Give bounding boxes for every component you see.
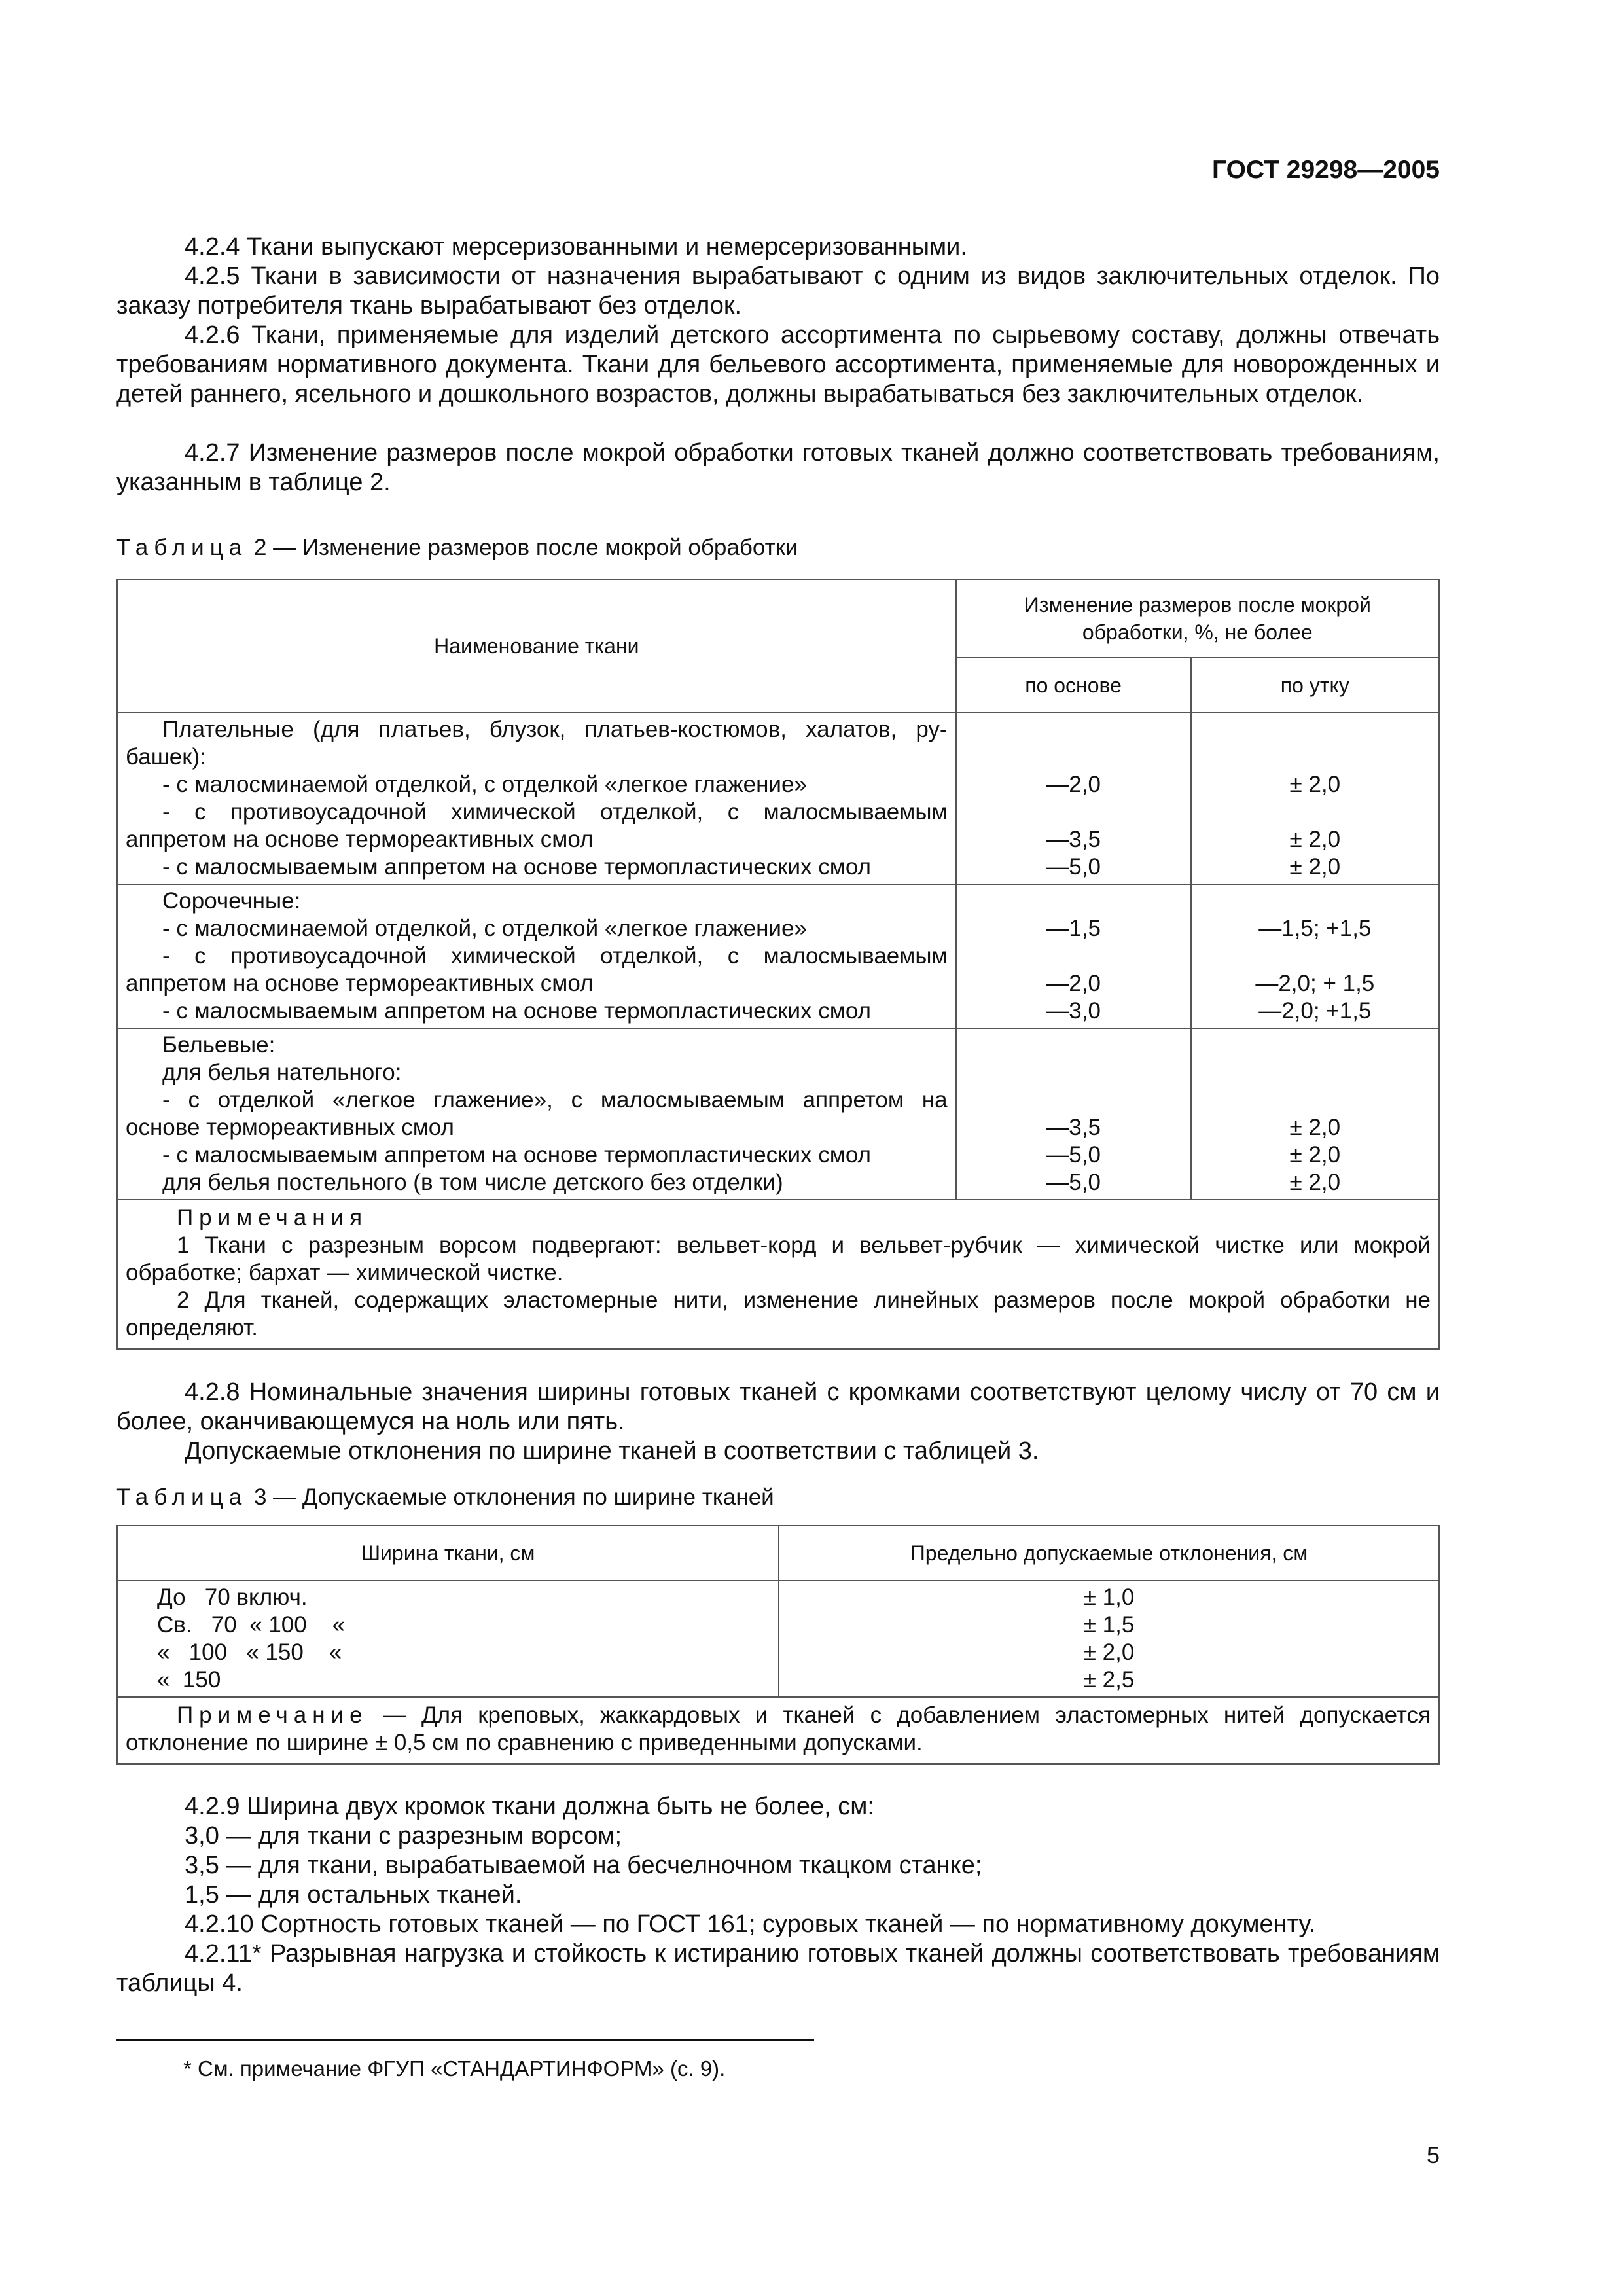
table2-row-weft xyxy=(1200,942,1431,970)
table2-group-names xyxy=(117,884,956,1028)
table2-row-weft: ± 2,0 xyxy=(1289,772,1341,797)
table2-header-change: Изменение размеров после мокрой обработки, %, не более xyxy=(956,579,1439,658)
table2-caption-rest: 2 — Изменение размеров после мокрой обработки xyxy=(247,535,798,560)
table2-row-weft: ± 2,0 xyxy=(1289,827,1341,852)
table3-deviations xyxy=(779,1581,1439,1697)
paragraph-4-2-8: 4.2.8 Номинальные значения ширины готовых тканей с кромками соответствуют целому числу от 70 см и более, оканчивающемуся на ноль или пять. xyxy=(116,1378,1440,1435)
paragraph-selvage-shuttleless: 3,5 — для ткани, вырабатываемой на бесчелночном ткацком станке; xyxy=(185,1852,982,1879)
table2-row-weft xyxy=(1200,1031,1431,1059)
table2-row-weft xyxy=(1200,1059,1431,1086)
table3-row-width: Св. 70 « 100 « xyxy=(157,1612,346,1638)
table2-header-warp: по основе xyxy=(956,658,1191,713)
table2-group xyxy=(117,884,1439,1028)
table2-row-name: - с противоусадочной химической отделкой, с малосмываемым xyxy=(162,799,948,825)
table2-caption xyxy=(116,535,798,561)
table2-row-weft: —2,0; + 1,5 xyxy=(1255,971,1375,996)
table3-header-deviation: Предельно допускаемые отклонения, см xyxy=(779,1526,1439,1581)
table2-row-warp xyxy=(965,1059,1183,1086)
table2-row-weft: ± 2,0 xyxy=(1289,1142,1341,1168)
table2-row-name: башек): xyxy=(126,744,206,770)
table2-row-name: основе термореактивных смол xyxy=(126,1115,454,1140)
table2-row-weft: ± 2,0 xyxy=(1289,1115,1341,1140)
table2-row-weft: ± 2,0 xyxy=(1289,1170,1341,1195)
table2-row-warp: —1,5 xyxy=(1046,916,1101,941)
table2-group-weft xyxy=(1191,884,1439,1028)
table2-row-name: - с отделкой «легкое глажение», с малосмываемым аппретом на xyxy=(162,1087,948,1113)
table2-row-warp xyxy=(965,716,1183,744)
paragraph-selvage-other: 1,5 — для остальных тканей. xyxy=(185,1881,522,1909)
table2-notes-title: Примечания xyxy=(177,1205,368,1230)
table2-caption-word: Таблица xyxy=(116,535,248,560)
table2-row-weft: —2,0; +1,5 xyxy=(1258,998,1372,1024)
table2-row-weft xyxy=(1200,1086,1431,1114)
table2-row-warp xyxy=(965,1086,1183,1114)
paragraph-4-2-8-tolerances: Допускаемые отклонения по ширине тканей в соответствии с таблицей 3. xyxy=(185,1437,1039,1465)
table2-row-weft: —1,5; +1,5 xyxy=(1258,916,1372,941)
table3-row-deviation: ± 1,0 xyxy=(1083,1585,1135,1610)
table2-group xyxy=(117,1028,1439,1200)
table2-group-weft xyxy=(1191,713,1439,884)
table2-header-name: Наименование ткани xyxy=(117,579,956,713)
table2-row-warp: —5,0 xyxy=(1046,1170,1101,1195)
table2-row-weft xyxy=(1200,888,1431,915)
table3-caption-word: Таблица xyxy=(116,1484,248,1510)
table2-row-warp: —3,5 xyxy=(1046,1115,1101,1140)
table3-row-width: До 70 включ. xyxy=(157,1585,308,1610)
table2-row-warp xyxy=(965,798,1183,826)
table2-row-weft xyxy=(1200,716,1431,744)
table2-group-names xyxy=(117,713,956,884)
table2-row-name: для белья постельного (в том числе детского без отделки) xyxy=(162,1170,783,1195)
table2-row-weft xyxy=(1200,744,1431,771)
table3-caption xyxy=(116,1484,774,1511)
table2-row-warp: —3,0 xyxy=(1046,998,1101,1024)
table3-header-width: Ширина ткани, см xyxy=(117,1526,779,1581)
table2-row-warp xyxy=(965,942,1183,970)
table2-group-warp xyxy=(956,1028,1191,1200)
paragraph-4-2-11: 4.2.11* Разрывная нагрузка и стойкость к истиранию готовых тканей должны соответствовать требованиям таблицы 4. xyxy=(116,1940,1440,1997)
table-2 xyxy=(116,579,1440,1350)
table2-row-name: Бельевые: xyxy=(162,1032,276,1058)
table2-group-warp xyxy=(956,884,1191,1028)
table2-row-name: Сорочечные: xyxy=(162,888,301,914)
table2-row-name: Плательные (для платьев, блузок, платьев-костюмов, халатов, ру- xyxy=(162,717,948,742)
footnote: * См. примечание ФГУП «СТАНДАРТИНФОРМ» (с. 9). xyxy=(183,2056,726,2081)
paragraph-4-2-7: 4.2.7 Изменение размеров после мокрой обработки готовых тканей должно соответствовать требованиям, указанным в таблице 2. xyxy=(116,439,1440,496)
footnote-separator xyxy=(116,2039,814,2041)
table2-notes xyxy=(117,1200,1439,1349)
table2-row-name: - с противоусадочной химической отделкой, с малосмываемым xyxy=(162,943,948,969)
table2-group-warp xyxy=(956,713,1191,884)
table-3 xyxy=(116,1525,1440,1765)
table2-row-warp: —5,0 xyxy=(1046,854,1101,880)
table3-row-deviation: ± 2,0 xyxy=(1083,1640,1135,1665)
table2-row-name: аппретом на основе термореактивных смол xyxy=(126,971,594,996)
table3-row-deviation: ± 1,5 xyxy=(1083,1612,1135,1638)
table3-row-width: « 100 « 150 « xyxy=(157,1640,342,1665)
table2-row-warp: —2,0 xyxy=(1046,772,1101,797)
table3-caption-rest: 3 — Допускаемые отклонения по ширине тканей xyxy=(247,1484,774,1510)
table2-note-1: 1 Ткани с разрезным ворсом подвергают: вельвет-корд и вельвет-рубчик — химической чистке или мокрой обработке; бархат — химической чистке. xyxy=(126,1232,1431,1285)
table3-row-width: « 150 xyxy=(157,1667,221,1693)
table2-group-names xyxy=(117,1028,956,1200)
paragraph-selvage-pile: 3,0 — для ткани с разрезным ворсом; xyxy=(185,1822,622,1850)
table2-group-weft xyxy=(1191,1028,1439,1200)
table2-group xyxy=(117,713,1439,884)
table3-widths xyxy=(117,1581,779,1697)
table2-row-warp xyxy=(965,744,1183,771)
table2-row-weft: ± 2,0 xyxy=(1289,854,1341,880)
paragraph-4-2-4: 4.2.4 Ткани выпускают мерсеризованными и немерсеризованными. xyxy=(185,233,967,260)
table2-header-weft: по утку xyxy=(1191,658,1439,713)
table2-row-name: - с малосминаемой отделкой, с отделкой «легкое глажение» xyxy=(162,772,807,797)
page-number: 5 xyxy=(1426,2142,1440,2168)
table2-note-2: 2 Для тканей, содержащих эластомерные нити, изменение линейных размеров после мокрой обработки не определяют. xyxy=(126,1287,1431,1340)
table2-row-warp xyxy=(965,888,1183,915)
table2-row-name: - с малосминаемой отделкой, с отделкой «легкое глажение» xyxy=(162,916,807,941)
table2-row-name: - с малосмываемым аппретом на основе термопластических смол xyxy=(162,854,871,880)
table2-row-name: - с малосмываемым аппретом на основе термопластических смол xyxy=(162,1142,871,1168)
table3-row-deviation: ± 2,5 xyxy=(1083,1667,1135,1693)
table2-row-warp: —2,0 xyxy=(1046,971,1101,996)
table2-row-name: - с малосмываемым аппретом на основе термопластических смол xyxy=(162,998,871,1024)
paragraph-4-2-10: 4.2.10 Сортность готовых тканей — по ГОСТ 161; суровых тканей — по нормативному документу. xyxy=(185,1910,1316,1938)
table2-row-warp xyxy=(965,1031,1183,1059)
table3-note: Примечание — Для креповых, жаккардовых и тканей с добавлением эластомерных нитей допускается отклонение по ширине ± 0,5 см по сравнению с приведенными допусками. xyxy=(117,1697,1439,1764)
document-code: ГОСТ 29298—2005 xyxy=(1212,156,1440,184)
paragraph-4-2-9: 4.2.9 Ширина двух кромок ткани должна быть не более, см: xyxy=(185,1793,874,1820)
table2-row-warp: —3,5 xyxy=(1046,827,1101,852)
table2-row-weft xyxy=(1200,798,1431,826)
table2-row-warp: —5,0 xyxy=(1046,1142,1101,1168)
paragraph-4-2-5: 4.2.5 Ткани в зависимости от назначения вырабатывают с одним из видов заключительных отделок. По заказу потребителя ткань вырабатывают без отделок. xyxy=(116,262,1440,319)
table2-row-name: для белья нательного: xyxy=(162,1060,402,1085)
table2-row-name: аппретом на основе термореактивных смол xyxy=(126,827,594,852)
paragraph-4-2-6: 4.2.6 Ткани, применяемые для изделий детского ассортимента по сырьевому составу, должны отвечать требованиям нормативного документа. Ткани для бельевого ассортимента, применяемые для новорожденных и детей раннего, ясельного и дошкольного возрастов, должны вырабатываться без заключительных отделок. xyxy=(116,321,1440,408)
